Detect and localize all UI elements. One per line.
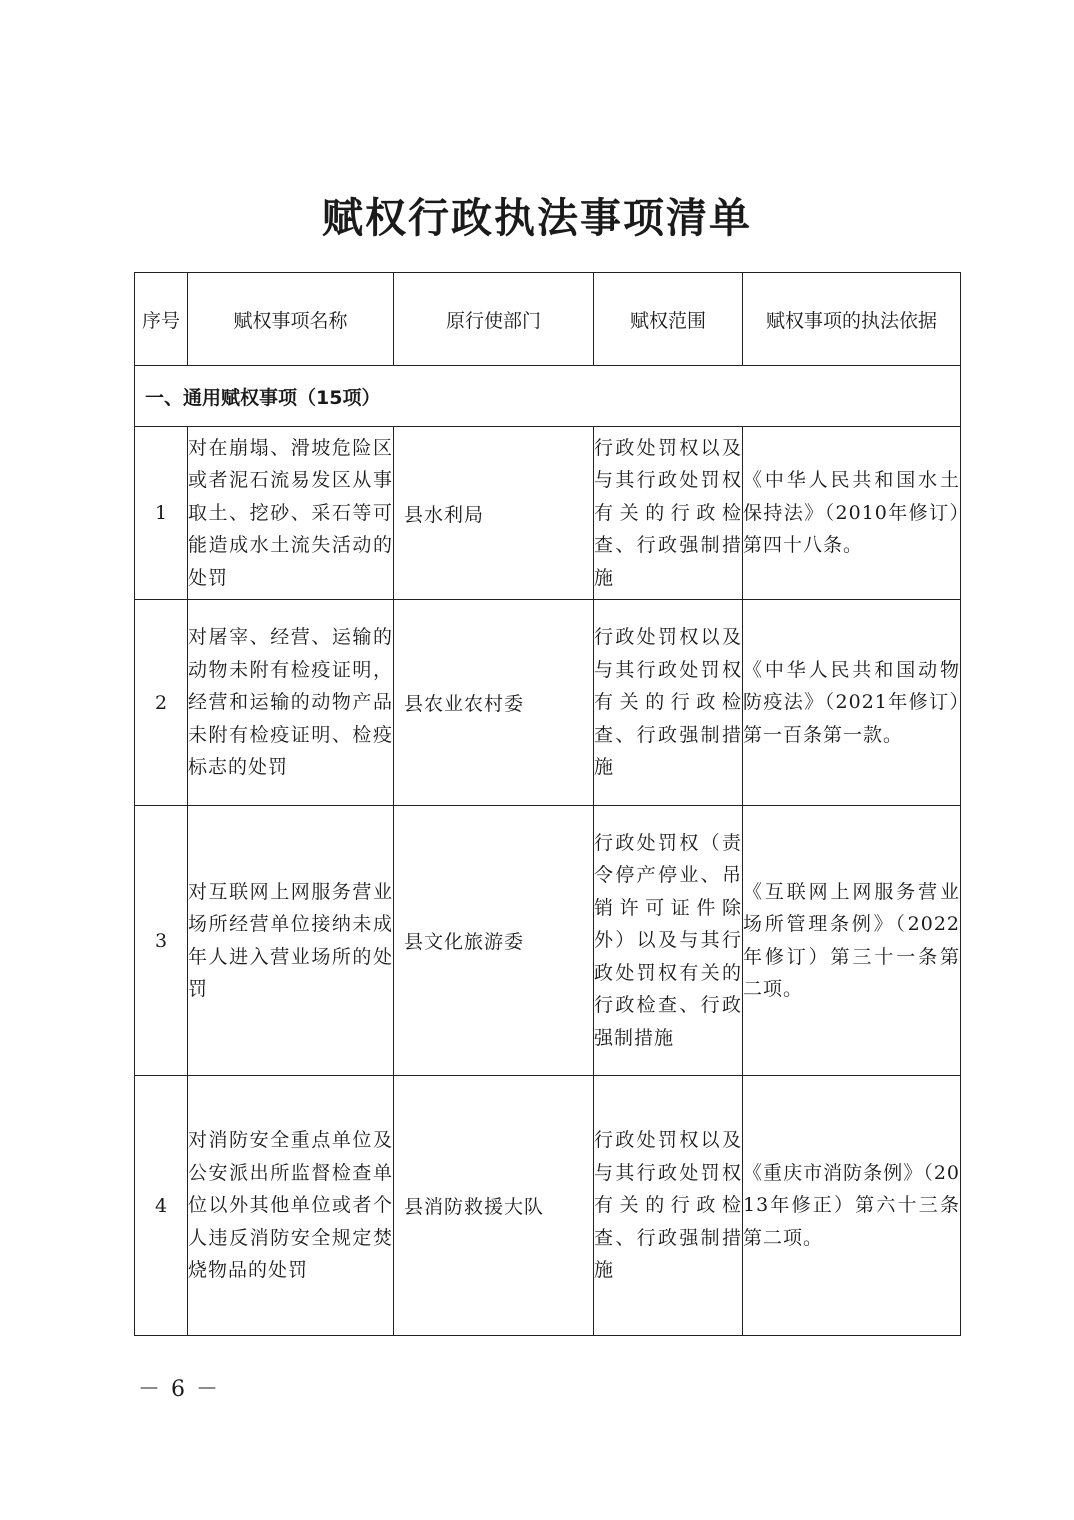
row-no: 4 [135, 1076, 188, 1336]
page-title: 赋权行政执法事项清单 [322, 194, 752, 242]
row-dept: 县文化旅游委 [394, 806, 594, 1076]
table-row [135, 600, 961, 806]
row-item-name: 对在崩塌、滑坡危险区或者泥石流易发区从事取土、挖砂、采石等可能造成水土流失活动的处罚 [188, 427, 394, 600]
row-item-name: 对消防安全重点单位及公安派出所监督检查单位以外其他单位或者个人违反消防安全规定焚烧物品的处罚 [188, 1076, 394, 1336]
header-item-name: 赋权事项名称 [188, 273, 394, 366]
row-scope: 行政处罚权以及与其行政处罚权有关的行政检查、行政强制措施 [594, 427, 743, 600]
row-scope: 行政处罚权以及与其行政处罚权有关的行政检查、行政强制措施 [594, 1076, 743, 1336]
row-no: 1 [135, 427, 188, 600]
row-dept: 县农业农村委 [394, 600, 594, 806]
header-no: 序号 [135, 273, 188, 366]
section-heading: 一、通用赋权事项（15项） [135, 366, 961, 427]
row-legal-basis: 《重庆市消防条例》（2013年修正）第六十三条第二项。 [743, 1076, 961, 1336]
header-original-dept: 原行使部门 [394, 273, 594, 366]
table-row [135, 427, 961, 600]
row-dept: 县消防救援大队 [394, 1076, 594, 1336]
row-legal-basis: 《中华人民共和国水土保持法》（2010年修订）第四十八条。 [743, 427, 961, 600]
row-dept: 县水利局 [394, 427, 594, 600]
header-scope: 赋权范围 [594, 273, 743, 366]
section-row [135, 366, 961, 427]
row-no: 2 [135, 600, 188, 806]
row-legal-basis: 《互联网上网服务营业场所管理条例》（2022年修订）第三十一条第二项。 [743, 806, 961, 1076]
row-scope: 行政处罚权（责令停产停业、吊销许可证件除外）以及与其行政处罚权有关的行政检查、行政强制措施 [594, 806, 743, 1076]
header-legal-basis: 赋权事项的执法依据 [743, 273, 961, 366]
enforcement-items-table [134, 272, 961, 1336]
row-scope: 行政处罚权以及与其行政处罚权有关的行政检查、行政强制措施 [594, 600, 743, 806]
row-item-name: 对屠宰、经营、运输的动物未附有检疫证明，经营和运输的动物产品未附有检疫证明、检疫标志的处罚 [188, 600, 394, 806]
table-row [135, 1076, 961, 1336]
row-item-name: 对互联网上网服务营业场所经营单位接纳未成年人进入营业场所的处罚 [188, 806, 394, 1076]
row-legal-basis: 《中华人民共和国动物防疫法》（2021年修订）第一百条第一款。 [743, 600, 961, 806]
page-number: － 6 － [138, 1377, 220, 1402]
table-row [135, 806, 961, 1076]
table-header-row [135, 273, 961, 366]
row-no: 3 [135, 806, 188, 1076]
